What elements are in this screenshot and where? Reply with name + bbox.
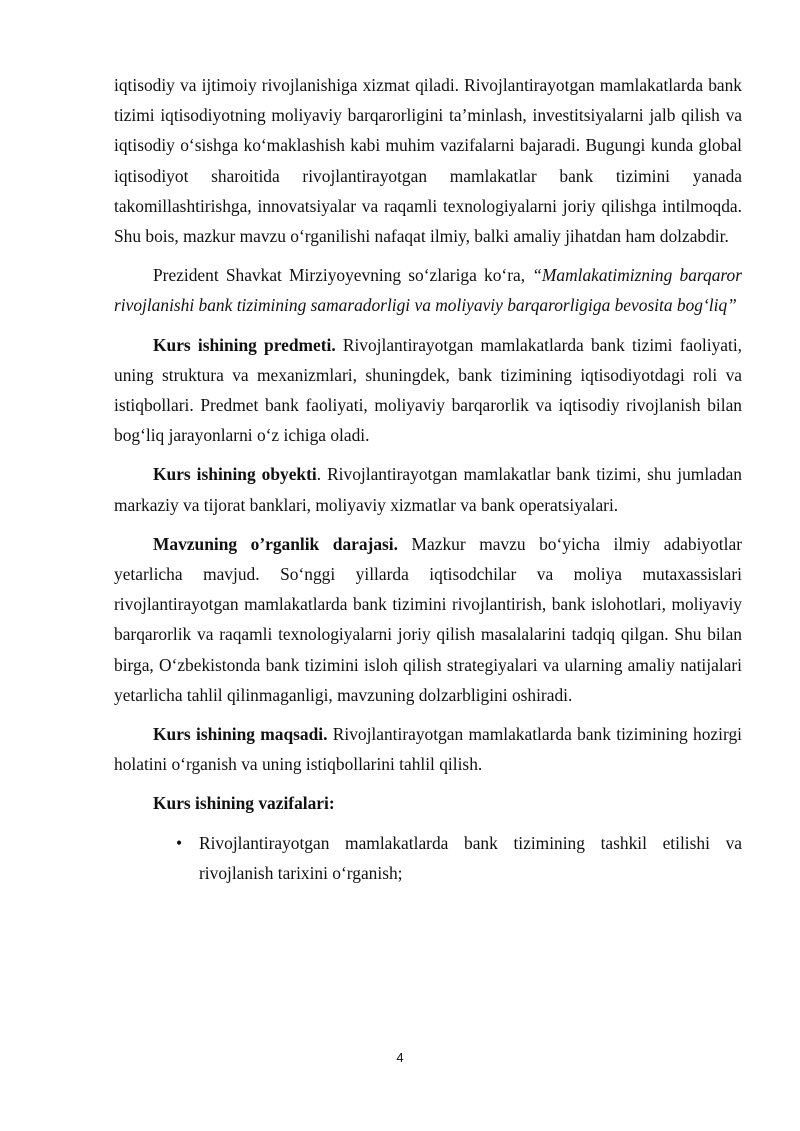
page-number: 4 (396, 1050, 404, 1065)
subject-paragraph (114, 330, 742, 451)
tasks-list (114, 828, 742, 888)
study-level-label: Mavzuning o’rganlik darajasi. (153, 533, 398, 554)
goal-label: Kurs ishining maqsadi. (153, 724, 328, 745)
quote-intro: Prezident Shavkat Mirziyoyevning so‘zlariga ko‘ra, (153, 265, 533, 286)
goal-paragraph (114, 719, 742, 779)
object-paragraph (114, 459, 742, 519)
tasks-heading: Kurs ishining vazifalari: (153, 793, 335, 814)
task-text: Rivojlantirayotgan mamlakatlarda bank tizimining tashkil etilishi va rivojlanish tarixini o‘rganish; (199, 832, 742, 883)
study-level-text: Mazkur mavzu bo‘yicha ilmiy adabiyotlar yetarlicha mavjud. So‘nggi yillarda iqtisodchilar va moliya mutaxassislari rivojlantirayotgan mamlakatlarda bank tizimini rivojlantirish, bank islohotlari, moliyaviy barqarorlik va raqamli texnologiyalarni joriy qilish masalalarini tadqiq qilgan. Shu bilan birga, O‘zbekistonda bank tizimini isloh qilish strategiyalari va ularning amaliy natijalari yetarlicha tahlil qilinmaganligi, mavzuning dolzarbligini oshiradi. (114, 533, 742, 705)
bullet-icon: • (176, 832, 183, 853)
president-quote-paragraph (114, 260, 742, 320)
task-item (114, 828, 742, 888)
president-quote: “Mamlakatimizning barqaror rivojlanishi bank tizimining samaradorligi va moliyaviy barqarorligiga bevosita bog‘liq” (114, 265, 742, 316)
subject-text: Rivojlantirayotgan mamlakatlarda bank tizimi faoliyati, uning struktura va mexanizmlari, shuningdek, bank tizimining iqtisodiyotdagi roli va istiqbollari. Predmet bank faoliyati, moliyaviy barqarorlik va iqtisodiy rivojlanish bilan bog‘liq jarayonlarni o‘z ichiga oladi. (114, 334, 742, 446)
object-label: Kurs ishining obyekti (153, 464, 317, 485)
object-text: . Rivojlantirayotgan mamlakatlar bank tizimi, shu jumladan markaziy va tijorat banklari, moliyaviy xizmatlar va bank operatsiyalari. (114, 464, 742, 515)
subject-label: Kurs ishining predmeti. (153, 334, 336, 355)
page-body (114, 70, 742, 888)
study-level-paragraph (114, 529, 742, 710)
goal-text: Rivojlantirayotgan mamlakatlarda bank tizimining hozirgi holatini o‘rganish va uning istiqbollarini tahlil qilish. (114, 724, 742, 775)
intro-paragraph: iqtisodiy va ijtimoiy rivojlanishiga xizmat qiladi. Rivojlantirayotgan mamlakatlarda bank tizimi iqtisodiyotning moliyaviy barqarorligini ta’minlash, investitsiyalarni jalb qilish va iqtisodiy o‘sishga ko‘maklashish kabi muhim vazifalarni bajaradi. Bugungi kunda global iqtisodiyot sharoitida rivojlantirayotgan mamlakatlar bank tizimini yanada takomillashtirishga, innovatsiyalar va raqamli texnologiyalarni joriy qilishga intilmoqda. Shu bois, mazkur mavzu o‘rganilishi nafaqat ilmiy, balki amaliy jihatdan ham dolzabdir. (114, 75, 742, 247)
